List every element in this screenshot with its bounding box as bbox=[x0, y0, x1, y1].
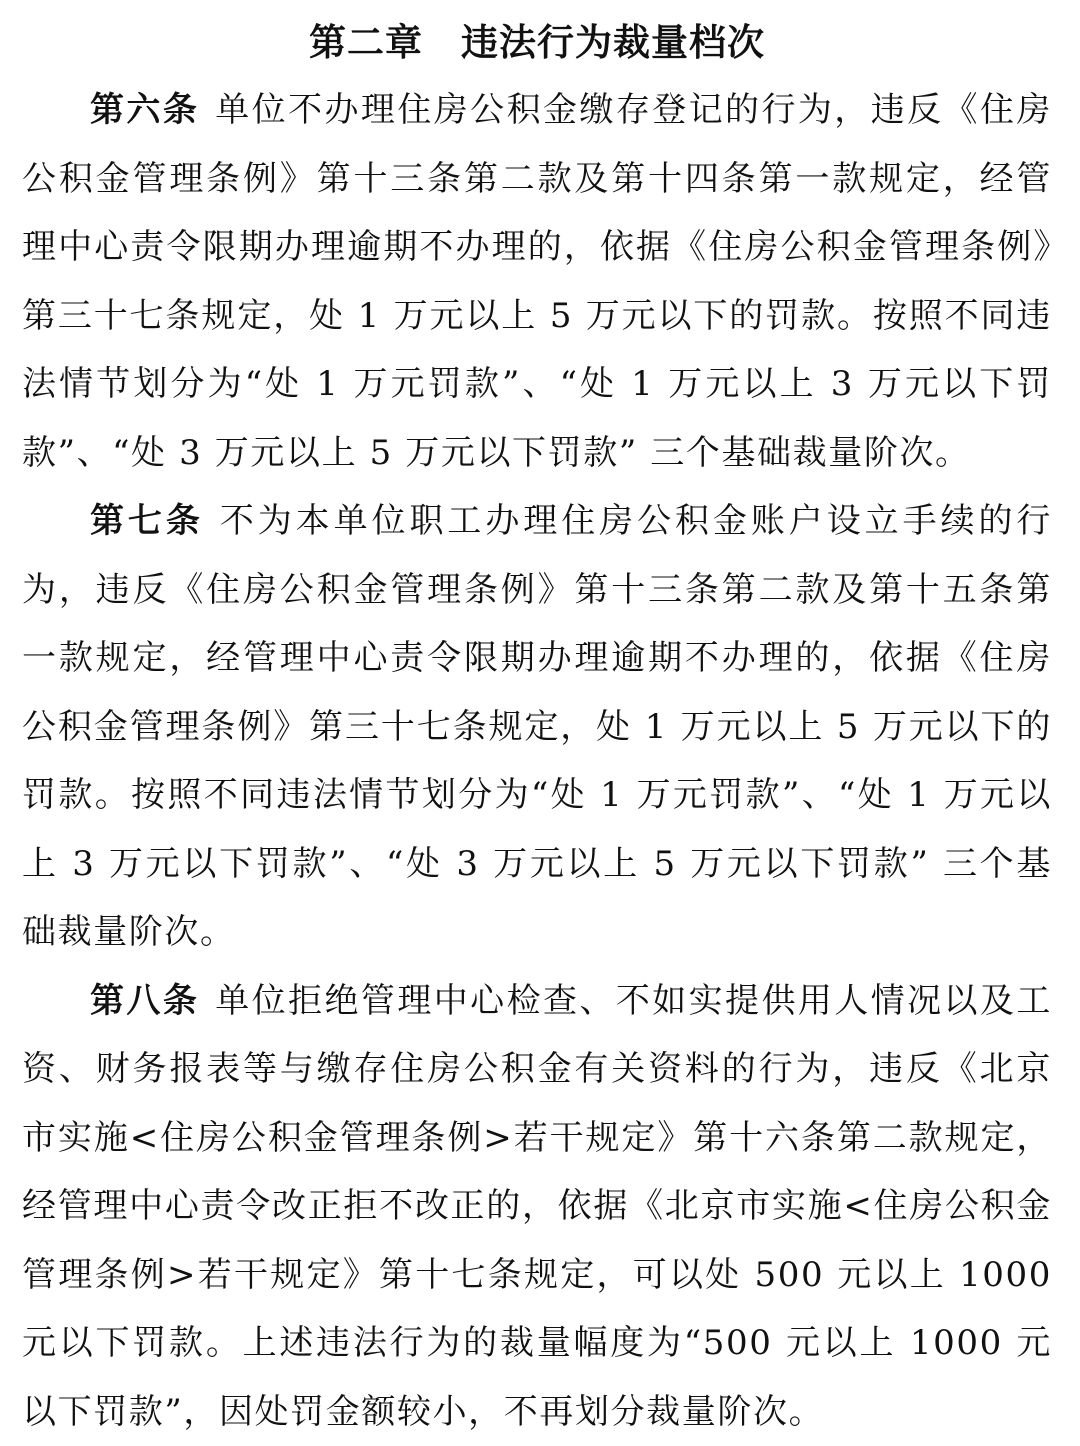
article-7 bbox=[22, 487, 1052, 967]
article-8 bbox=[22, 967, 1052, 1446]
article-6 bbox=[22, 76, 1052, 487]
chapter-title: 第二章 违法行为裁量档次 bbox=[22, 14, 1052, 72]
article-text: 单位不办理住房公积金缴存登记的行为，违反《住房公积金管理条例》第十三条第二款及第十四条第一款规定，经管理中心责令限期办理逾期不办理的，依据《住房公积金管理条例》第三十七条规定，处 1 万元以上 5 万元以下的罚款。按照不同违法情节划分为“处 1 万元罚款”、“处 1 万元以上 3 万元以下罚款”、“处 3 万元以上 5 万元以下罚款” 三个基础裁量阶次。 bbox=[22, 90, 1052, 473]
article-label: 第六条 bbox=[90, 90, 199, 130]
article-label: 第七条 bbox=[90, 501, 204, 541]
article-text: 单位拒绝管理中心检查、不如实提供用人情况以及工资、财务报表等与缴存住房公积金有关资料的行为，违反《北京市实施<住房公积金管理条例>若干规定》第十六条第二款规定，经管理中心责令改正拒不改正的，依据《北京市实施<住房公积金管理条例>若干规定》第十七条规定，可以处 500 元以上 1000 元以下罚款。上述违法行为的裁量幅度为“500 元以上 1000 元以下罚款”，因处罚金额较小，不再划分裁量阶次。 bbox=[22, 981, 1052, 1432]
article-text: 不为本单位职工办理住房公积金账户设立手续的行为，违反《住房公积金管理条例》第十三条第二款及第十五条第一款规定，经管理中心责令限期办理逾期不办理的，依据《住房公积金管理条例》第三十七条规定，处 1 万元以上 5 万元以下的罚款。按照不同违法情节划分为“处 1 万元罚款”、“处 1 万元以上 3 万元以下罚款”、“处 3 万元以上 5 万元以下罚款” 三个基础裁量阶次。 bbox=[22, 501, 1052, 952]
article-label: 第八条 bbox=[90, 981, 199, 1021]
